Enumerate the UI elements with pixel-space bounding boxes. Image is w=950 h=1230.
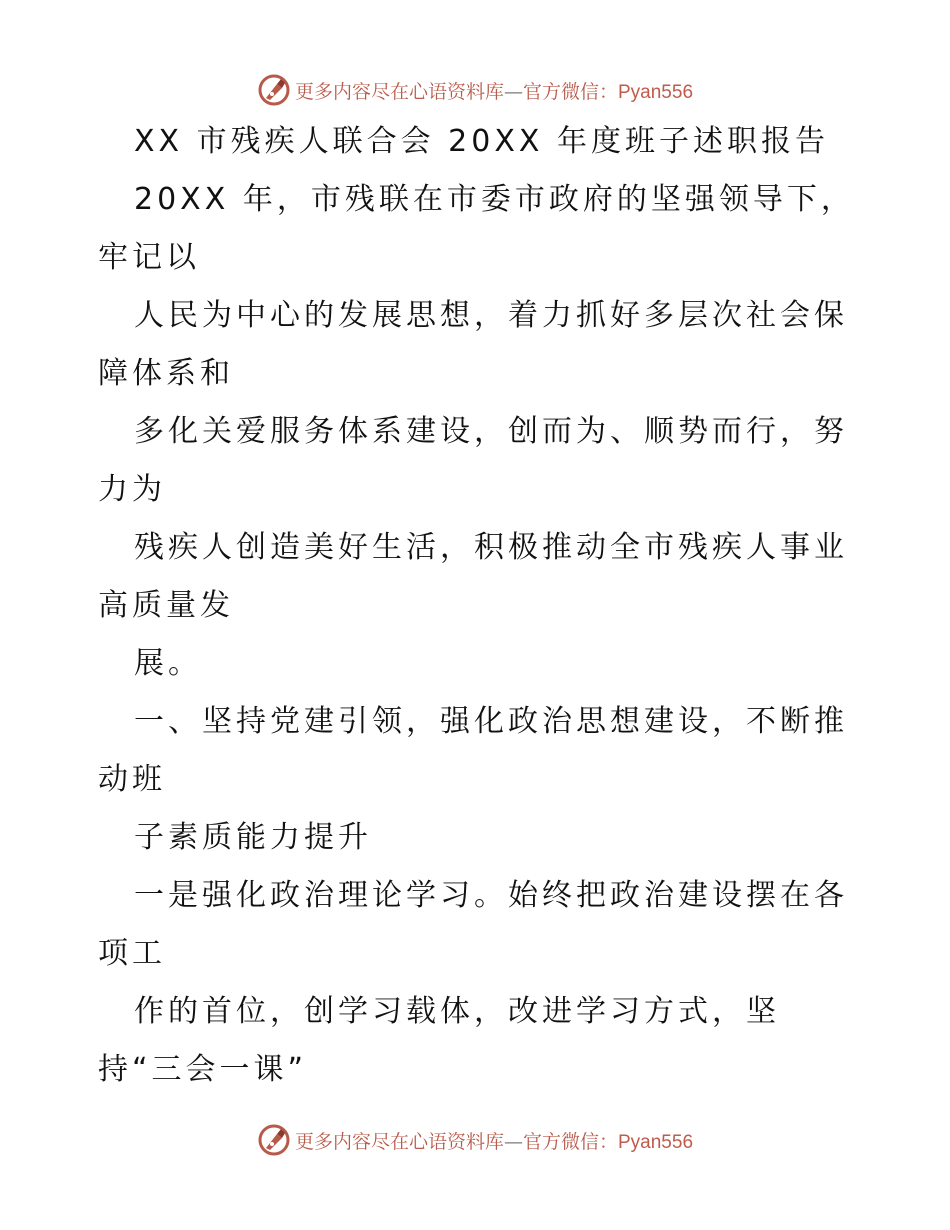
- watermark-handle: Pyan556: [618, 81, 694, 103]
- paragraph-line: 障体系和: [98, 356, 234, 391]
- watermark-wechat-label: 官方微信：: [522, 1130, 618, 1153]
- paragraph-line: 项工: [98, 936, 166, 971]
- paragraph-line: 残疾人创造美好生活，积极推动全市残疾人事业: [134, 530, 848, 565]
- footer-watermark: [0, 1120, 950, 1160]
- watermark-handle: Pyan556: [618, 1131, 694, 1153]
- document-title: XX 市残疾人联合会 20XX 年度班子述职报告: [134, 124, 829, 159]
- pen-nib-logo-icon: [257, 1123, 291, 1157]
- section-heading-line: 子素质能力提升: [134, 820, 372, 855]
- header-watermark: [0, 70, 950, 110]
- watermark-wechat-label: 官方微信：: [522, 80, 618, 103]
- pen-nib-logo-icon: [257, 73, 291, 107]
- paragraph-line: 20XX 年，市残联在市委市政府的坚强领导下，: [134, 182, 855, 217]
- paragraph-line: 展。: [134, 646, 202, 681]
- watermark-dash: —: [503, 80, 523, 103]
- paragraph-line: 力为: [98, 472, 166, 507]
- watermark-dash: —: [503, 1130, 523, 1153]
- section-heading-line: 动班: [98, 762, 166, 797]
- paragraph-line: 高质量发: [98, 588, 234, 623]
- watermark-slogan: 更多内容尽在心语资料库: [294, 80, 504, 103]
- watermark-text: [295, 1127, 693, 1154]
- paragraph-line: 多化关爱服务体系建设，创而为、顺势而行，努: [134, 414, 848, 449]
- watermark-slogan: 更多内容尽在心语资料库: [294, 1130, 504, 1153]
- paragraph-line: 持“三会一课”: [98, 1052, 308, 1087]
- section-heading-line: 一、坚持党建引领，强化政治思想建设，不断推: [134, 704, 848, 739]
- paragraph-line: 作的首位，创学习载体，改进学习方式，坚: [134, 994, 780, 1029]
- paragraph-line: 人民为中心的发展思想，着力抓好多层次社会保: [134, 298, 848, 333]
- paragraph-line: 一是强化政治理论学习。始终把政治建设摆在各: [134, 878, 848, 913]
- paragraph-line: 牢记以: [98, 240, 200, 275]
- watermark-text: [295, 77, 693, 104]
